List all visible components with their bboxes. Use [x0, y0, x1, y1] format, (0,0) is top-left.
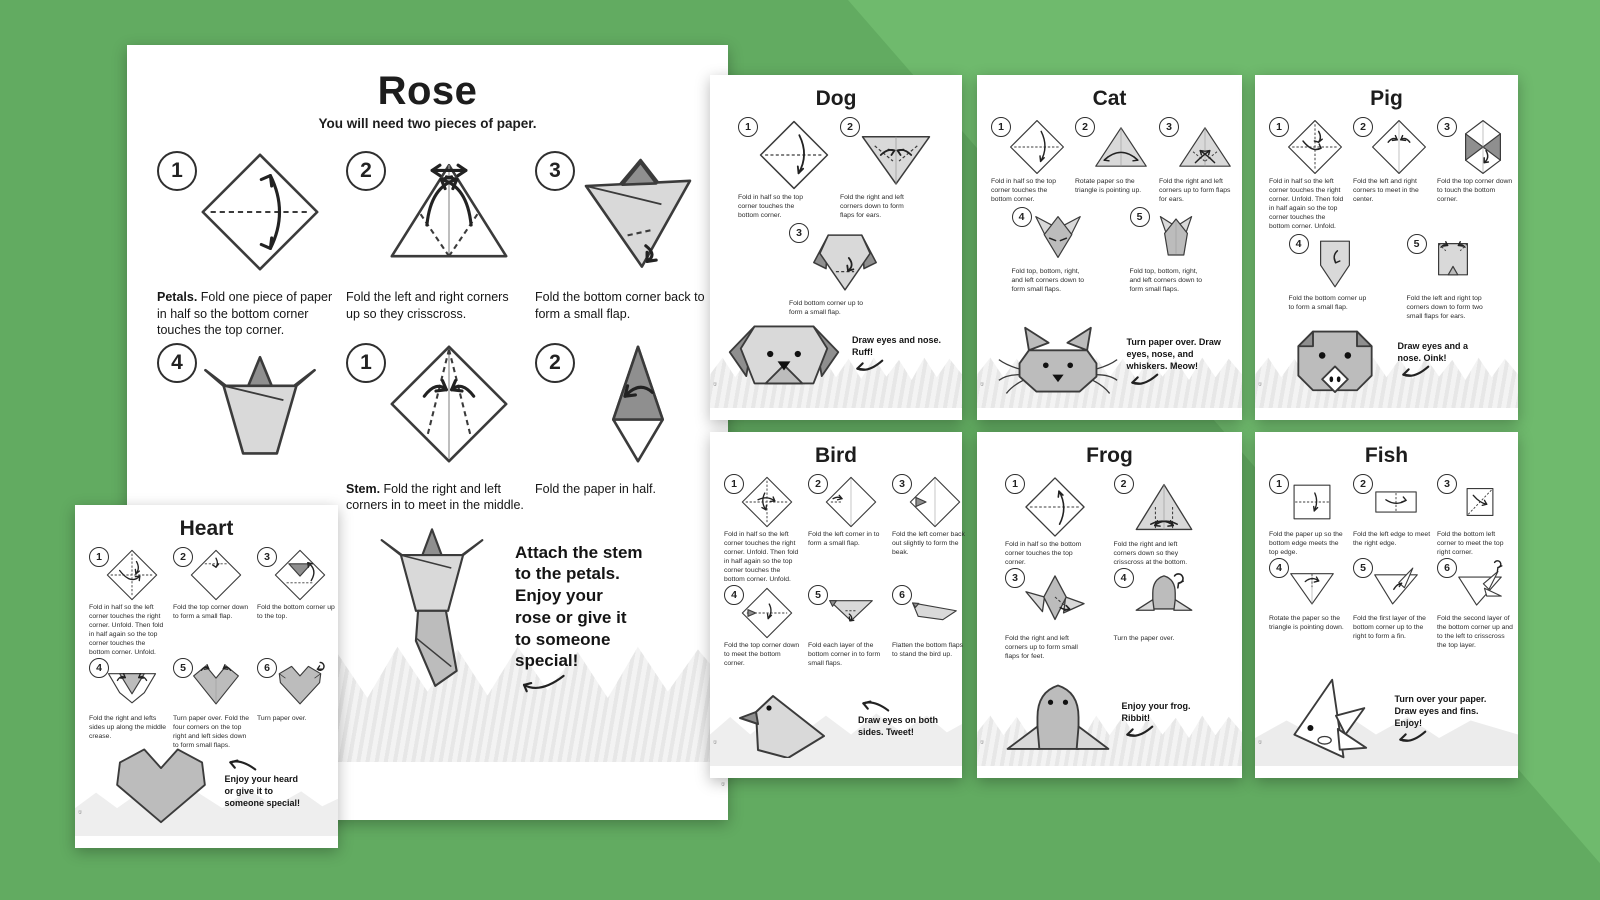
pig-final-note: Draw eyes and a nose. Oink!	[1398, 340, 1494, 380]
heart-step6-diagram	[272, 658, 328, 714]
note-arrow-icon	[1398, 364, 1430, 380]
step-caption: Fold in half so the bottom corner touches the top corner.	[1005, 541, 1082, 566]
step-number-badge: 2	[173, 547, 193, 567]
bird-final-row	[710, 678, 962, 758]
bird-step6-diagram	[907, 585, 963, 641]
note-arrow-icon	[1395, 729, 1427, 745]
step-number-badge: 2	[535, 343, 575, 383]
heart-step-3	[257, 547, 335, 658]
step-number-badge: 3	[257, 547, 277, 567]
fish-step-4	[1269, 558, 1347, 651]
step-number-badge: 4	[1114, 568, 1134, 588]
note-arrow-icon	[1122, 724, 1154, 740]
frog-step-4	[1114, 568, 1215, 662]
fish-final-note: Turn over your paper. Draw eyes and fins. Enjoy!	[1395, 693, 1491, 745]
rose-stem-step2-diagram	[573, 339, 703, 469]
pig-final-figure	[1280, 318, 1390, 402]
cat-final-row	[977, 322, 1242, 402]
rose-assembled-diagram	[357, 512, 507, 700]
step-number-badge: 4	[1012, 207, 1032, 227]
step-caption: Fold the paper in half.	[535, 481, 656, 496]
pig-sheet	[1255, 75, 1518, 420]
step-caption: Fold the bottom corner up to form a small flap.	[1288, 294, 1367, 311]
step-number-badge: 1	[1005, 474, 1025, 494]
step-number-badge: 2	[808, 474, 828, 494]
rose-step-4	[157, 339, 342, 514]
heart-final-note: Enjoy your heard or give it to someone special!	[225, 757, 309, 809]
dog-final-figure	[724, 308, 844, 400]
bird-step4-diagram	[739, 585, 795, 641]
step-number-badge: 3	[535, 151, 575, 191]
step-number-badge: 2	[346, 151, 386, 191]
copyright-text: ©	[979, 738, 985, 744]
rose-final-note: Attach the stem to the petals. Enjoy your rose or give it to someone special!	[515, 542, 643, 697]
dog-final-note: Draw eyes and nose. Ruff!	[852, 334, 948, 374]
step-caption: Fold the bottom corner up to the top.	[257, 604, 335, 620]
bird-step-5	[808, 585, 886, 669]
heart-page-title: Heart	[179, 517, 234, 540]
step-caption: Fold the paper up so the bottom edge meets the top edge.	[1269, 531, 1343, 556]
step-caption: Fold top, bottom, right, and left corners down to form small flaps.	[1011, 267, 1085, 293]
heart-step3-diagram	[272, 547, 328, 603]
step-number-badge: 3	[1005, 568, 1025, 588]
step-caption: Fold in half so the left corner touches the right corner. Unfold. Then fold in half again so the top corner touches the bottom corner. Unfold.	[89, 604, 164, 656]
cat-final-note: Turn paper over. Draw eyes, nose, and whiskers. Meow!	[1127, 336, 1223, 388]
bird-step-6	[892, 585, 970, 669]
rose-page-subtitle: You will need two pieces of paper.	[318, 116, 537, 131]
frog-final-row	[977, 678, 1242, 762]
dog-step3-row	[710, 221, 962, 318]
note-arrow-icon	[225, 757, 257, 773]
pig-final-row	[1255, 318, 1518, 402]
step-caption: Turn the paper over.	[1113, 634, 1175, 642]
step-number-badge: 2	[1114, 474, 1134, 494]
step-number-badge: 6	[257, 658, 277, 678]
copyright-text: ©	[1257, 738, 1263, 744]
step-number-badge: 2	[1353, 474, 1373, 494]
bird-step3-diagram	[907, 474, 963, 530]
bird-step-4	[724, 585, 802, 669]
pig-step4-diagram	[1305, 234, 1365, 294]
step-number-badge: 1	[1269, 117, 1289, 137]
cat-step-4	[1012, 207, 1090, 295]
note-arrow-icon	[858, 698, 890, 714]
step-number-badge: 1	[89, 547, 109, 567]
cat-step-1	[991, 117, 1069, 205]
frog-step-1	[1005, 474, 1106, 568]
frog-final-figure	[1002, 678, 1114, 762]
rose-page-title: Rose	[377, 69, 478, 113]
step-caption: Fold the left and right top corners down to form two small flaps for ears.	[1406, 294, 1483, 320]
pig-step-4	[1289, 234, 1367, 322]
note-arrow-icon	[1127, 372, 1159, 388]
dog-page-title: Dog	[815, 87, 857, 110]
step-caption: Fold in half so the left corner touches the right corner. Unfold. Then fold in half again so the top corner touches the bottom corner. Unfold.	[724, 531, 799, 583]
cat-step-3	[1159, 117, 1237, 205]
heart-sheet	[75, 505, 338, 848]
step-number-badge: 4	[1269, 558, 1289, 578]
frog-step3-diagram	[1022, 568, 1088, 634]
step-caption: Fold the top corner down to form a small flap.	[173, 604, 249, 620]
step-caption: Fold the top corner down to meet the bottom corner.	[724, 641, 800, 667]
step-number-badge: 3	[789, 223, 809, 243]
frog-step4-diagram	[1131, 568, 1197, 634]
step-caption: Fold the left corner back out slightly to form the beak.	[892, 531, 965, 556]
fish-steps-grid	[1255, 468, 1518, 651]
step-number-badge: 4	[157, 343, 197, 383]
frog-page-title: Frog	[1086, 444, 1133, 467]
heart-step1-diagram	[104, 547, 160, 603]
step-caption: Fold the right and left corners down to form flaps for ears.	[840, 194, 904, 219]
frog-steps-grid	[977, 468, 1242, 662]
rose-final-assembly	[357, 520, 643, 700]
dog-step-1	[738, 117, 832, 221]
step-caption: Fold in half so the top corner touches the bottom corner.	[738, 194, 803, 219]
fish-step-3	[1437, 474, 1515, 558]
fish-step-5	[1353, 558, 1431, 651]
step-caption: Rotate paper so the triangle is pointing up.	[1075, 178, 1142, 194]
step-number-badge: 1	[346, 343, 386, 383]
cat-step1-diagram	[1007, 117, 1067, 177]
pig-step2-diagram	[1369, 117, 1429, 177]
cat-step-5	[1130, 207, 1208, 295]
cat-step3-diagram	[1175, 117, 1235, 177]
fish-sheet	[1255, 432, 1518, 778]
step-number-badge: 2	[1075, 117, 1095, 137]
step-number-badge: 4	[724, 585, 744, 605]
step-number-badge: 3	[892, 474, 912, 494]
cat-sheet	[977, 75, 1242, 420]
bird-sheet	[710, 432, 965, 778]
step-caption: Fold the right and lefts sides up along the middle crease.	[89, 714, 167, 740]
step-number-badge: 6	[892, 585, 912, 605]
rose-steps-grid	[127, 131, 728, 514]
step-caption: Fold the right and left corners up to form flaps for ears.	[1159, 178, 1231, 203]
bird-steps-grid	[710, 468, 965, 669]
step-number-badge: 5	[1130, 207, 1150, 227]
step-caption: Fold the top corner down to touch the bottom corner.	[1437, 178, 1513, 203]
fish-page-title: Fish	[1364, 444, 1409, 467]
pig-step3-diagram	[1453, 117, 1513, 177]
fish-step1-diagram	[1284, 474, 1340, 530]
step-number-badge: 2	[1353, 117, 1373, 137]
step-number-badge: 6	[1437, 558, 1457, 578]
rose-step-6	[535, 339, 713, 514]
frog-step-3	[1005, 568, 1106, 662]
heart-steps-grid	[75, 541, 338, 751]
step-number-badge: 5	[1353, 558, 1373, 578]
note-arrow-icon	[515, 672, 569, 696]
copyright-text: ©	[712, 380, 718, 386]
heart-step-2	[173, 547, 251, 658]
step-number-badge: 1	[157, 151, 197, 191]
copyright-text: ©	[712, 738, 718, 744]
note-arrow-icon	[852, 358, 884, 374]
step-number-badge: 5	[808, 585, 828, 605]
rose-step4-diagram	[195, 339, 325, 469]
step-number-badge: 3	[1437, 117, 1457, 137]
step-caption: Fold the right and left corners up to form small flaps for feet.	[1005, 634, 1078, 660]
pig-step-2	[1353, 117, 1431, 232]
rose-step3-diagram	[573, 147, 703, 277]
dog-steps-grid	[710, 111, 962, 221]
heart-step5-diagram	[188, 658, 244, 714]
step-caption: Rotate the paper so the triangle is pointing down.	[1269, 614, 1344, 631]
step-number-badge: 4	[89, 658, 109, 678]
step-number-badge: 1	[1269, 474, 1289, 494]
fish-final-figure	[1283, 674, 1387, 764]
rose-step-1	[157, 147, 342, 339]
step-caption: Fold bottom corner up to form a small flap.	[789, 299, 864, 316]
dog-step-3	[789, 223, 883, 318]
dog-step2-diagram	[858, 117, 934, 193]
pig-step-3	[1437, 117, 1515, 232]
heart-step-1	[89, 547, 167, 658]
step-caption: Stem. Fold the right and left corners in to meet in the middle.	[346, 481, 524, 512]
step-caption: Fold the first layer of the bottom corner up to the right to form a fin.	[1353, 614, 1426, 640]
rose-step2-diagram	[384, 147, 514, 277]
step-number-badge: 1	[738, 117, 758, 137]
dog-final-row	[710, 308, 962, 400]
step-caption: Fold the bottom left corner to meet the top right corner.	[1437, 531, 1504, 556]
step-number-badge: 2	[840, 117, 860, 137]
copyright-text: ©	[1257, 380, 1263, 386]
frog-final-note: Enjoy your frog. Ribbit!	[1122, 700, 1218, 740]
step-number-badge: 4	[1289, 234, 1309, 254]
bird-step1-diagram	[739, 474, 795, 530]
heart-step4-diagram	[104, 658, 160, 714]
bird-step-3	[892, 474, 970, 585]
fish-step-2	[1353, 474, 1431, 558]
step-caption: Fold the left edge to meet the right edge.	[1353, 531, 1431, 547]
dog-sheet	[710, 75, 962, 420]
bird-final-figure	[730, 678, 850, 758]
heart-final-figure	[105, 736, 217, 830]
copyright-text: ©	[720, 780, 726, 786]
step-caption: Fold the right and left corners down so they crisscross at the bottom.	[1113, 541, 1188, 566]
step-caption: Fold in half so the left corner touches the right corner. Unfold. Then fold in half again so the top corner touches the bottom corner. Unfold.	[1269, 178, 1344, 230]
step-caption: Fold top, bottom, right, and left corners down to form small flaps.	[1129, 267, 1203, 293]
copyright-text: ©	[77, 808, 83, 814]
rose-step-3	[535, 147, 713, 339]
cat-step2-diagram	[1091, 117, 1151, 177]
bird-step-1	[724, 474, 802, 585]
heart-final-row	[75, 736, 338, 830]
rose-step1-diagram	[195, 147, 325, 277]
step-number-badge: 3	[1159, 117, 1179, 137]
step-caption: Fold the left and right corners up so they crisscross.	[346, 290, 509, 321]
step-number-badge: 1	[991, 117, 1011, 137]
bird-step2-diagram	[823, 474, 879, 530]
step-number-badge: 5	[173, 658, 193, 678]
dog-step-2	[840, 117, 934, 221]
dog-step1-diagram	[756, 117, 832, 193]
step-number-badge: 5	[1407, 234, 1427, 254]
cat-steps-grid	[977, 111, 1242, 205]
pig-page-title: Pig	[1370, 87, 1403, 110]
heart-step2-diagram	[188, 547, 244, 603]
bird-page-title: Bird	[815, 444, 857, 467]
fish-step-6	[1437, 558, 1515, 651]
fish-final-row	[1255, 674, 1518, 764]
fish-step4-diagram	[1284, 558, 1340, 614]
cat-steps-row2	[977, 205, 1242, 295]
bird-step-2	[808, 474, 886, 585]
cat-step4-diagram	[1028, 207, 1088, 267]
step-caption: Turn paper over.	[257, 714, 307, 722]
fish-step3-diagram	[1452, 474, 1508, 530]
step-caption: Fold the bottom corner back to form a small flap.	[535, 290, 705, 321]
step-caption: Turn paper over. Fold the four corners on the top right and left sides down to form small flaps.	[173, 714, 250, 749]
step-caption: Flatten the bottom flaps to stand the bird up.	[892, 641, 964, 658]
copyright-text: ©	[979, 380, 985, 386]
dog-step3-diagram	[807, 223, 883, 299]
pig-step-1	[1269, 117, 1347, 232]
fish-step6-diagram	[1452, 558, 1508, 614]
step-caption: Fold each layer of the bottom corner in to form small flaps.	[808, 641, 881, 667]
rose-step-2	[346, 147, 531, 339]
step-number-badge: 3	[1437, 474, 1457, 494]
fish-step-1	[1269, 474, 1347, 558]
bird-step5-diagram	[823, 585, 879, 641]
step-caption: Petals. Fold one piece of paper in half so the bottom corner touches the top corner.	[157, 290, 333, 337]
fish-step5-diagram	[1368, 558, 1424, 614]
step-number-badge: 1	[724, 474, 744, 494]
step-caption: Fold the left corner in to form a small flap.	[808, 531, 880, 547]
bird-final-note: Draw eyes on both sides. Tweet!	[858, 698, 942, 738]
cat-step-2	[1075, 117, 1153, 205]
step-caption: Fold in half so the top corner touches the bottom corner.	[991, 178, 1056, 203]
cat-step5-diagram	[1146, 207, 1206, 267]
frog-step1-diagram	[1022, 474, 1088, 540]
frog-step-2	[1114, 474, 1215, 568]
fish-step2-diagram	[1368, 474, 1424, 530]
frog-sheet	[977, 432, 1242, 778]
frog-step2-diagram	[1131, 474, 1197, 540]
pig-step5-diagram	[1423, 234, 1483, 294]
step-caption: Fold the second layer of the bottom corner up and to the left to crisscross the top layer.	[1437, 614, 1513, 649]
rose-step-5	[346, 339, 531, 514]
step-caption: Fold the left and right corners to meet in the center.	[1353, 178, 1419, 203]
pig-steps-grid	[1255, 111, 1518, 232]
pig-step1-diagram	[1285, 117, 1345, 177]
pig-step-5	[1407, 234, 1485, 322]
cat-final-figure	[997, 322, 1119, 402]
cat-page-title: Cat	[1092, 87, 1127, 110]
pig-steps-row2	[1255, 232, 1518, 322]
rose-stem-step1-diagram	[384, 339, 514, 469]
